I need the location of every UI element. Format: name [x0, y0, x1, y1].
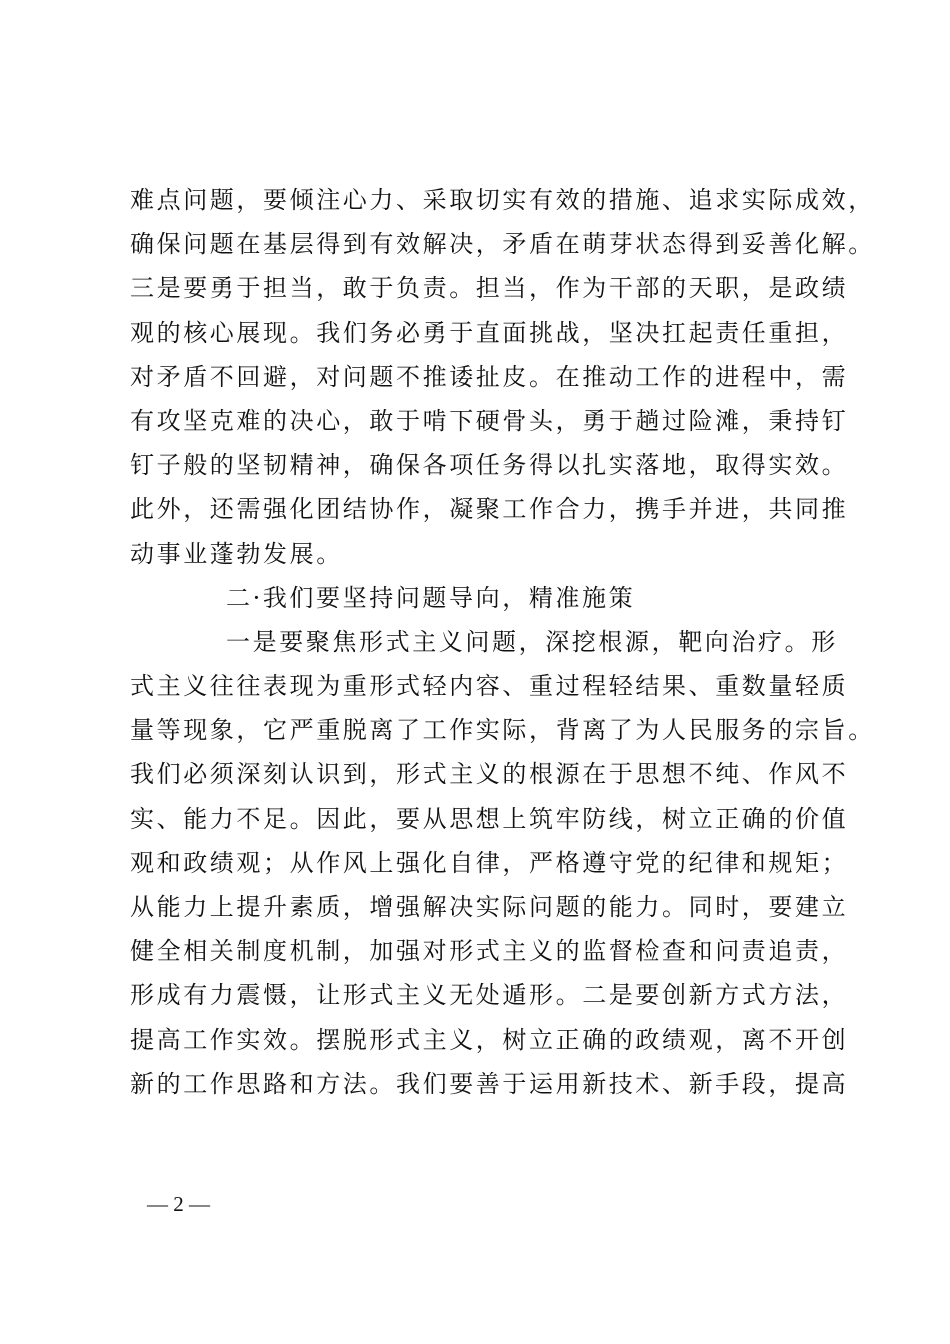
body-text [130, 178, 875, 1106]
text-line: 观和政绩观；从作风上强化自律，严格遵守党的纪律和规矩； [130, 848, 849, 877]
paragraph-first-line: 一是要聚焦形式主义问题，深挖根源，靶向治疗。形 [226, 627, 838, 656]
text-line: 实、能力不足。因此，要从思想上筑牢防线，树立正确的价值 [130, 804, 849, 833]
text-line: 形成有力震慑，让形式主义无处遁形。二是要创新方式方法， [130, 981, 849, 1010]
text-line: 动事业蓬勃发展。 [130, 539, 343, 568]
text-line: 此外，还需强化团结协作，凝聚工作合力，携手并进，共同推 [130, 495, 849, 524]
text-line: 提高工作实效。摆脱形式主义，树立正确的政绩观，离不开创 [130, 1025, 849, 1054]
text-line: 我们必须深刻认识到，形式主义的根源在于思想不纯、作风不 [130, 760, 849, 789]
text-line: 三是要勇于担当，敢于负责。担当，作为干部的天职，是政绩 [130, 274, 849, 303]
text-line: 钉子般的坚韧精神，确保各项任务得以扎实落地，取得实效。 [130, 451, 849, 480]
text-line: 难点问题，要倾注心力、采取切实有效的措施、追求实际成效， [130, 186, 875, 214]
text-line: 对矛盾不回避，对问题不推诿扯皮。在推动工作的进程中，需 [130, 362, 849, 391]
text-line: 式主义往往表现为重形式轻内容、重过程轻结果、重数量轻质 [130, 672, 849, 701]
text-line: 量等现象，它严重脱离了工作实际，背离了为人民服务的宗旨。 [130, 716, 875, 745]
page-number: — 2 — [147, 1192, 210, 1216]
text-line: 新的工作思路和方法。我们要善于运用新技术、新手段，提高 [130, 1069, 849, 1098]
text-line: 从能力上提升素质，增强解决实际问题的能力。同时，要建立 [130, 893, 849, 921]
text-line: 有攻坚克难的决心，敢于啃下硬骨头，勇于趟过险滩，秉持钉 [130, 406, 849, 435]
text-line: 健全相关制度机制，加强对形式主义的监督检查和问责追责， [130, 937, 849, 966]
text-line: 确保问题在基层得到有效解决，矛盾在萌芽状态得到妥善化解。 [130, 230, 875, 259]
section-heading: 二·我们要坚持问题导向，精准施策 [226, 583, 636, 612]
text-line: 观的核心展现。我们务必勇于直面挑战，坚决扛起责任重担， [130, 318, 849, 347]
